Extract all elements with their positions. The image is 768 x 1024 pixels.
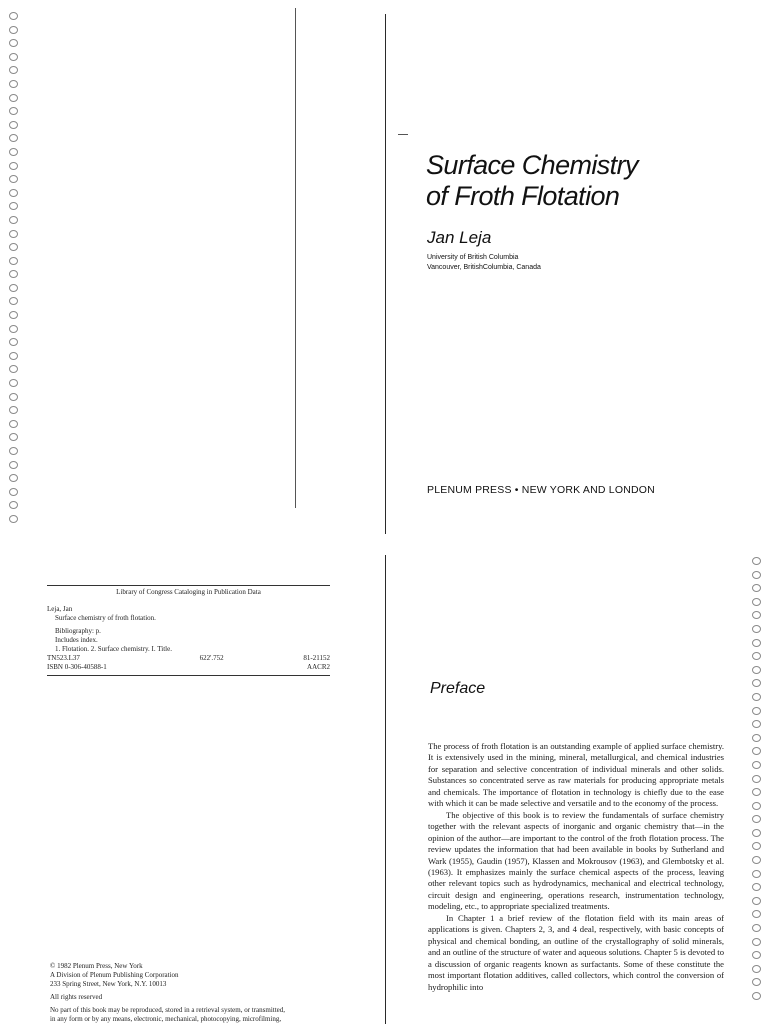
scan-mark [398, 134, 408, 135]
affiliation-line-1: University of British Columbia [427, 254, 519, 261]
binding-ring-icon [752, 910, 761, 918]
binding-ring-icon [9, 230, 18, 238]
binding-ring-icon [9, 447, 18, 455]
binding-ring-icon [752, 571, 761, 579]
binding-ring-icon [9, 488, 18, 496]
binding-ring-icon [9, 121, 18, 129]
page-edge-line [385, 555, 386, 1024]
binding-ring-icon [9, 365, 18, 373]
preface-paragraph: The objective of this book is to review the fundamentals of surface chemistry together with the relevant aspects of inorganic and organic chemistry that—in the opinion of the author—are important to the control of the froth flotation process. The review updates the information that had been available in books by Sutherland and Wark (1955), Gaudin (1957), Klassen and Mokrousov (1963), and Glembotsky et al. (1963). It emphasizes mainly the surface chemical aspects of the process, leaving other relevant topics such as hydrodynamics, mechanical and electrical technology, circuit design and engineering, operations research, instrumentation technology, modeling, etc., to appropriate specialized treatments. [428, 809, 724, 912]
binding-ring-icon [9, 325, 18, 333]
preface-heading: Preface [430, 680, 486, 697]
binding-ring-icon [9, 216, 18, 224]
cip-isbn: ISBN 0-306-40588-1 [47, 663, 107, 671]
copyright-notice-2: in any form or by any means, electronic, mechanical, photocopying, microfilming, [50, 1014, 282, 1023]
cip-bottom-rule [47, 675, 330, 676]
cip-title: Surface chemistry of froth flotation. [55, 614, 156, 622]
binding-ring-icon [752, 639, 761, 647]
preface-paragraph: In Chapter 1 a brief review of the flotation field with its main areas of applications is given. Chapters 2, 3, and 4 deal, respectively, with basic concepts of physical and chemical bonding, an outline of the crystallography of solid minerals, and an outline of the structure of water and aqueous solutions. Chapter 5 is devoted to a discussion of organic reagents known as surfactants. Some of these constitute the most important flotation additives, called collectors, which control the conversion of hydrophilic into [428, 912, 724, 992]
binding-ring-icon [9, 12, 18, 20]
binding-ring-icon [9, 297, 18, 305]
binding-ring-icon [9, 393, 18, 401]
binding-ring-icon [9, 26, 18, 34]
binding-ring-icon [9, 189, 18, 197]
binding-ring-icon [9, 53, 18, 61]
binding-ring-icon [752, 666, 761, 674]
copyright-line-1: © 1982 Plenum Press, New York [50, 962, 143, 970]
binding-ring-icon [752, 788, 761, 796]
preface-body [428, 741, 724, 993]
binding-ring-icon [9, 162, 18, 170]
binding-ring-icon [9, 311, 18, 319]
cip-top-rule [47, 585, 330, 586]
binding-ring-icon [9, 243, 18, 251]
binding-ring-icon [9, 474, 18, 482]
binding-ring-icon [752, 557, 761, 565]
binding-ring-icon [9, 284, 18, 292]
binding-ring-icon [9, 406, 18, 414]
binding-ring-icon [9, 461, 18, 469]
binding-ring-icon [9, 433, 18, 441]
copyright-notice-1: No part of this book may be reproduced, stored in a retrieval system, or transmitted, [50, 1005, 286, 1014]
binding-ring-icon [752, 652, 761, 660]
binding-ring-icon [752, 720, 761, 728]
binding-ring-icon [9, 420, 18, 428]
title-line-1: Surface Chemistry [426, 150, 638, 180]
cip-call-number: TN523.L37 [47, 654, 80, 662]
binding-ring-icon [752, 978, 761, 986]
publisher-imprint: PLENUM PRESS • NEW YORK AND LONDON [427, 484, 655, 496]
binding-ring-icon [9, 338, 18, 346]
binding-ring-icon [752, 775, 761, 783]
binding-ring-icon [752, 897, 761, 905]
preface-paragraph: The process of froth flotation is an outstanding example of applied surface chemistry. It is extensively used in the mining, mineral, metallurgical, and chemical industries for separation and selective concentration of individual minerals and other solids. Substances so concentrated serve as raw materials for producing appropriate metals and chemicals. The importance of flotation in technology is chiefly due to the ease with which it can be made selective and versatile and to the economy of the process. [428, 741, 724, 809]
cip-author: Leja, Jan [47, 605, 73, 613]
cip-header: Library of Congress Cataloging in Publication Data [116, 588, 261, 596]
binding-ring-icon [9, 352, 18, 360]
title-line-2: of Froth Flotation [426, 181, 620, 211]
binding-ring-icon [9, 515, 18, 523]
cip-dewey: 622'.752 [199, 654, 224, 662]
binding-ring-icon [752, 842, 761, 850]
spiral-binding-right [752, 557, 761, 1006]
binding-ring-icon [9, 501, 18, 509]
binding-ring-icon [9, 80, 18, 88]
binding-ring-icon [752, 924, 761, 932]
cip-lccn: 81-21152 [303, 654, 330, 662]
binding-ring-icon [752, 829, 761, 837]
binding-ring-icon [9, 148, 18, 156]
copyright-line-2: A Division of Plenum Publishing Corporation [50, 970, 179, 979]
cip-isbn-row [47, 663, 330, 672]
binding-ring-icon [9, 379, 18, 387]
binding-ring-icon [752, 992, 761, 1000]
binding-ring-icon [752, 761, 761, 769]
rights-reserved: All rights reserved [50, 992, 103, 1001]
author-affiliation [427, 253, 541, 273]
binding-ring-icon [752, 584, 761, 592]
book-title [426, 150, 756, 212]
page-edge-line [385, 14, 386, 534]
cip-aacr: AACR2 [307, 663, 330, 671]
affiliation-line-2: Vancouver, BritishColumbia, Canada [427, 264, 541, 271]
spiral-binding-left [9, 12, 18, 529]
binding-ring-icon [752, 625, 761, 633]
cip-bibliography: Bibliography: p. [55, 627, 101, 635]
binding-ring-icon [752, 707, 761, 715]
binding-ring-icon [752, 679, 761, 687]
cip-classification-row [47, 654, 330, 663]
cip-index-note: Includes index. [55, 636, 98, 644]
cip-block [47, 585, 330, 672]
binding-ring-icon [9, 66, 18, 74]
binding-ring-icon [9, 39, 18, 47]
copyright-line-3: 233 Spring Street, New York, N.Y. 10013 [50, 979, 167, 988]
binding-ring-icon [9, 202, 18, 210]
binding-ring-icon [752, 747, 761, 755]
binding-ring-icon [752, 965, 761, 973]
binding-ring-icon [752, 815, 761, 823]
binding-ring-icon [9, 257, 18, 265]
binding-ring-icon [9, 134, 18, 142]
binding-ring-icon [752, 598, 761, 606]
binding-ring-icon [752, 693, 761, 701]
binding-ring-icon [752, 938, 761, 946]
binding-ring-icon [9, 270, 18, 278]
copyright-block [50, 962, 350, 1023]
binding-ring-icon [752, 883, 761, 891]
binding-ring-icon [752, 802, 761, 810]
cip-subjects: 1. Flotation. 2. Surface chemistry. I. Title. [55, 645, 172, 653]
binding-ring-icon [9, 175, 18, 183]
binding-ring-icon [752, 870, 761, 878]
binding-ring-icon [9, 94, 18, 102]
binding-ring-icon [752, 611, 761, 619]
binding-ring-icon [752, 734, 761, 742]
binding-ring-icon [9, 107, 18, 115]
author-name: Jan Leja [427, 228, 492, 247]
page-edge-line [295, 8, 296, 508]
binding-ring-icon [752, 856, 761, 864]
binding-ring-icon [752, 951, 761, 959]
